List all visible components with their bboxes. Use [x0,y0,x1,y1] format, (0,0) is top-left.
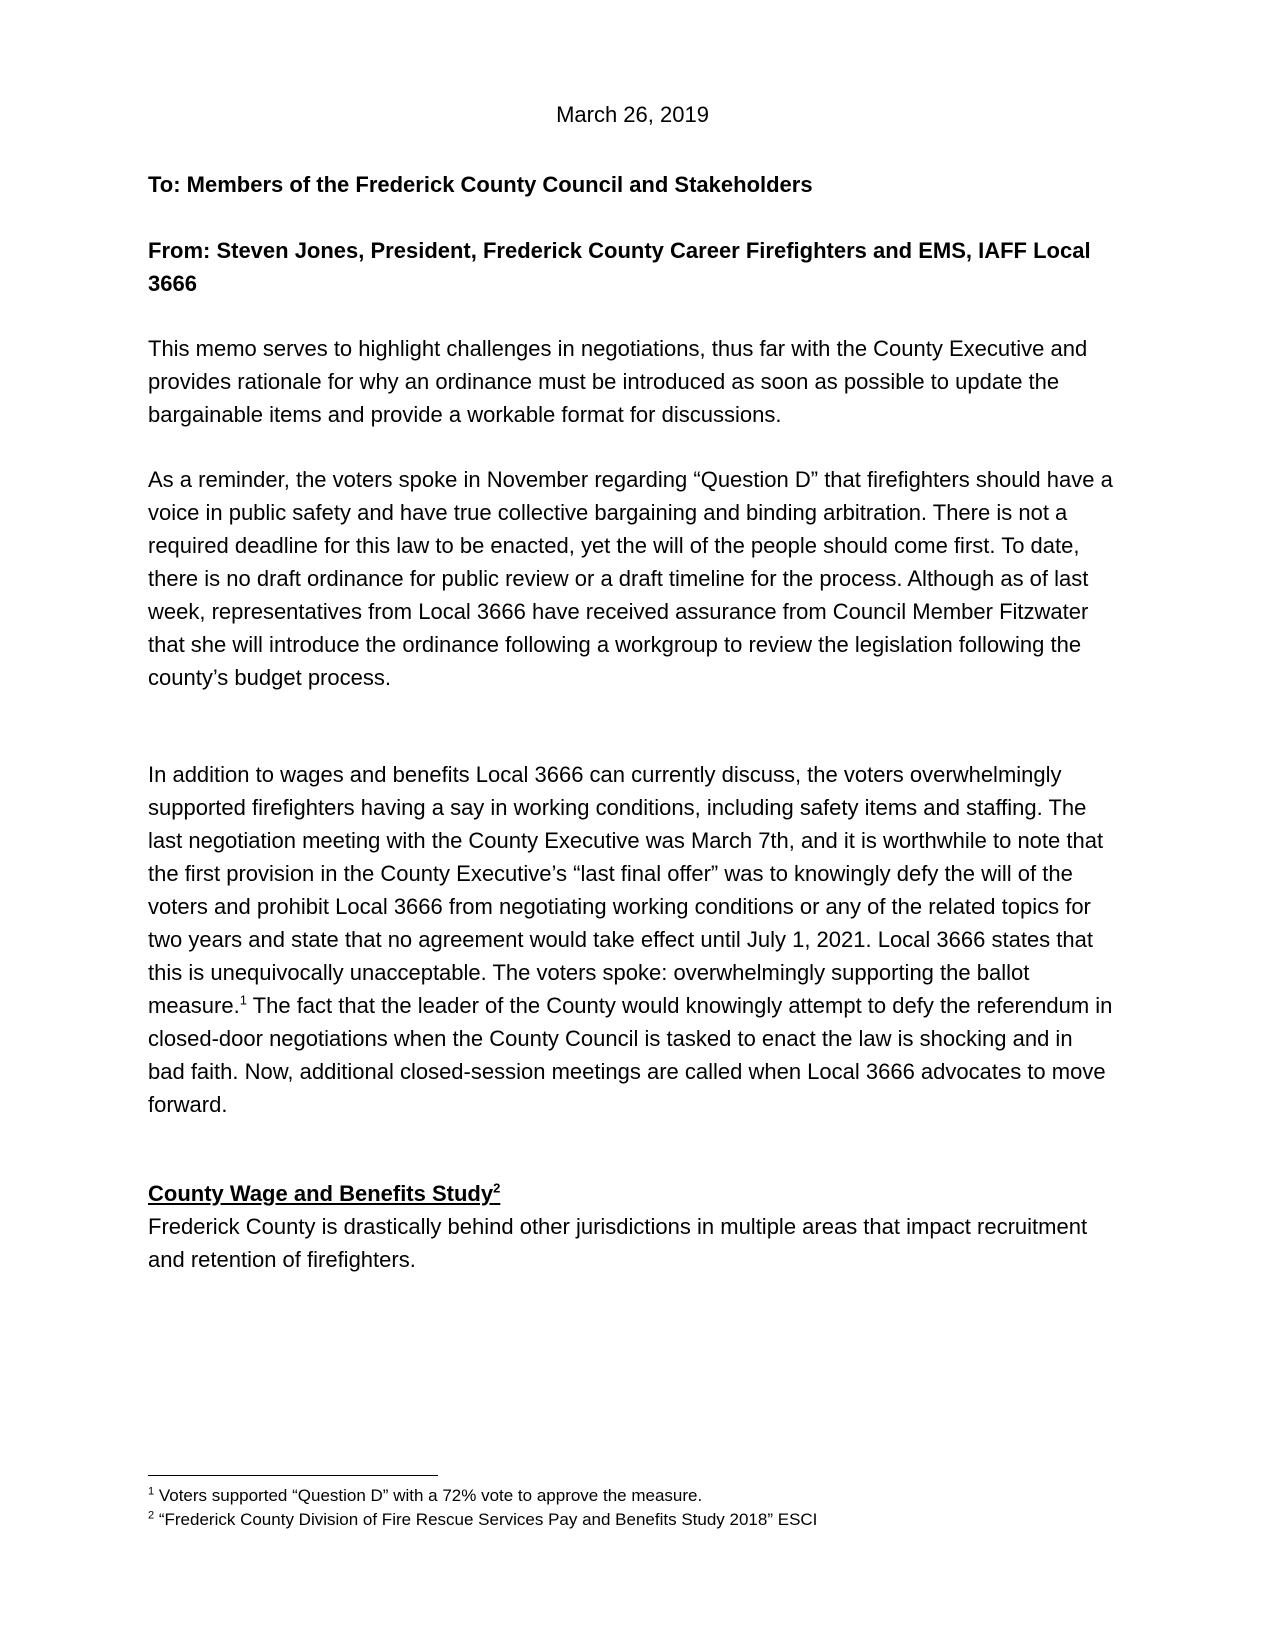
paragraph-wage-study: Frederick County is drastically behind other jurisdictions in multiple areas that impact recruitment and retention of firefighters. [148,1214,1088,1272]
footnote-2-mark: 2 [148,1509,155,1522]
footnote-1 [148,1484,1148,1508]
paragraph-negotiations-text-2: The fact that the leader of the County would knowingly attempt to defy the referendum in closed-door negotiations when the County Council is tasked to enact the law is shocking and in bad faith. Now, additional closed-session meetings are called when Local 3666 advocates to move forward. [148,993,1113,1117]
paragraph-intro: This memo serves to highlight challenges in negotiations, thus far with the County Executive and provides rationale for why an ordinance must be introduced as soon as possible to update the bargainable items and provide a workable format for discussions. [148,336,1088,427]
footnote-ref-2: 2 [493,1180,501,1196]
memo-to-line: To: Members of the Frederick County Council and Stakeholders [148,172,813,197]
footnote-2 [148,1508,1148,1532]
memo-from-line: From: Steven Jones, President, Frederick County Career Firefighters and EMS, IAFF Local 3666 [148,238,1091,296]
section-title-wage-study [148,1177,500,1210]
paragraph-negotiations [148,758,1113,1121]
section-title-text: County Wage and Benefits Study [148,1181,494,1206]
footnote-2-text: “Frederick County Division of Fire Rescue Services Pay and Benefits Study 2018” ESCI [154,1510,818,1529]
paragraph-reminder: As a reminder, the voters spoke in November regarding “Question D” that firefighters should have a voice in public safety and have true collective bargaining and binding arbitration. There is not a required deadline for this law to be enacted, yet the will of the people should come first. To date, there is no draft ordinance for public review or a draft timeline for the process. Although as of last week, representatives from Local 3666 have received assurance from Council Member Fitzwater that she will introduce the ordinance following a workgroup to review the legislation following the county’s budget process. [148,467,1113,690]
footnote-ref-1: 1 [239,992,247,1008]
footnote-divider [148,1475,438,1476]
paragraph-negotiations-text-1: In addition to wages and benefits Local 3666 can currently discuss, the voters overwhelmingly supported firefighters having a say in working conditions, including safety items and staffing. The last negotiation meeting with the County Executive was March 7th, and it is worthwhile to note that the first provision in the County Executive’s “last final offer” was to knowingly defy the will of the voters and prohibit Local 3666 from negotiating working conditions or any of the related topics for two years and state that no agreement would take effect until July 1, 2021. Local 3666 states that this is unequivocally unacceptable. The voters spoke: overwhelmingly supporting the ballot measure. [148,762,1104,1018]
footnote-1-mark: 1 [148,1485,155,1498]
footnote-1-text: Voters supported “Question D” with a 72% vote to approve the measure. [154,1486,703,1505]
memo-date: March 26, 2019 [556,102,709,127]
